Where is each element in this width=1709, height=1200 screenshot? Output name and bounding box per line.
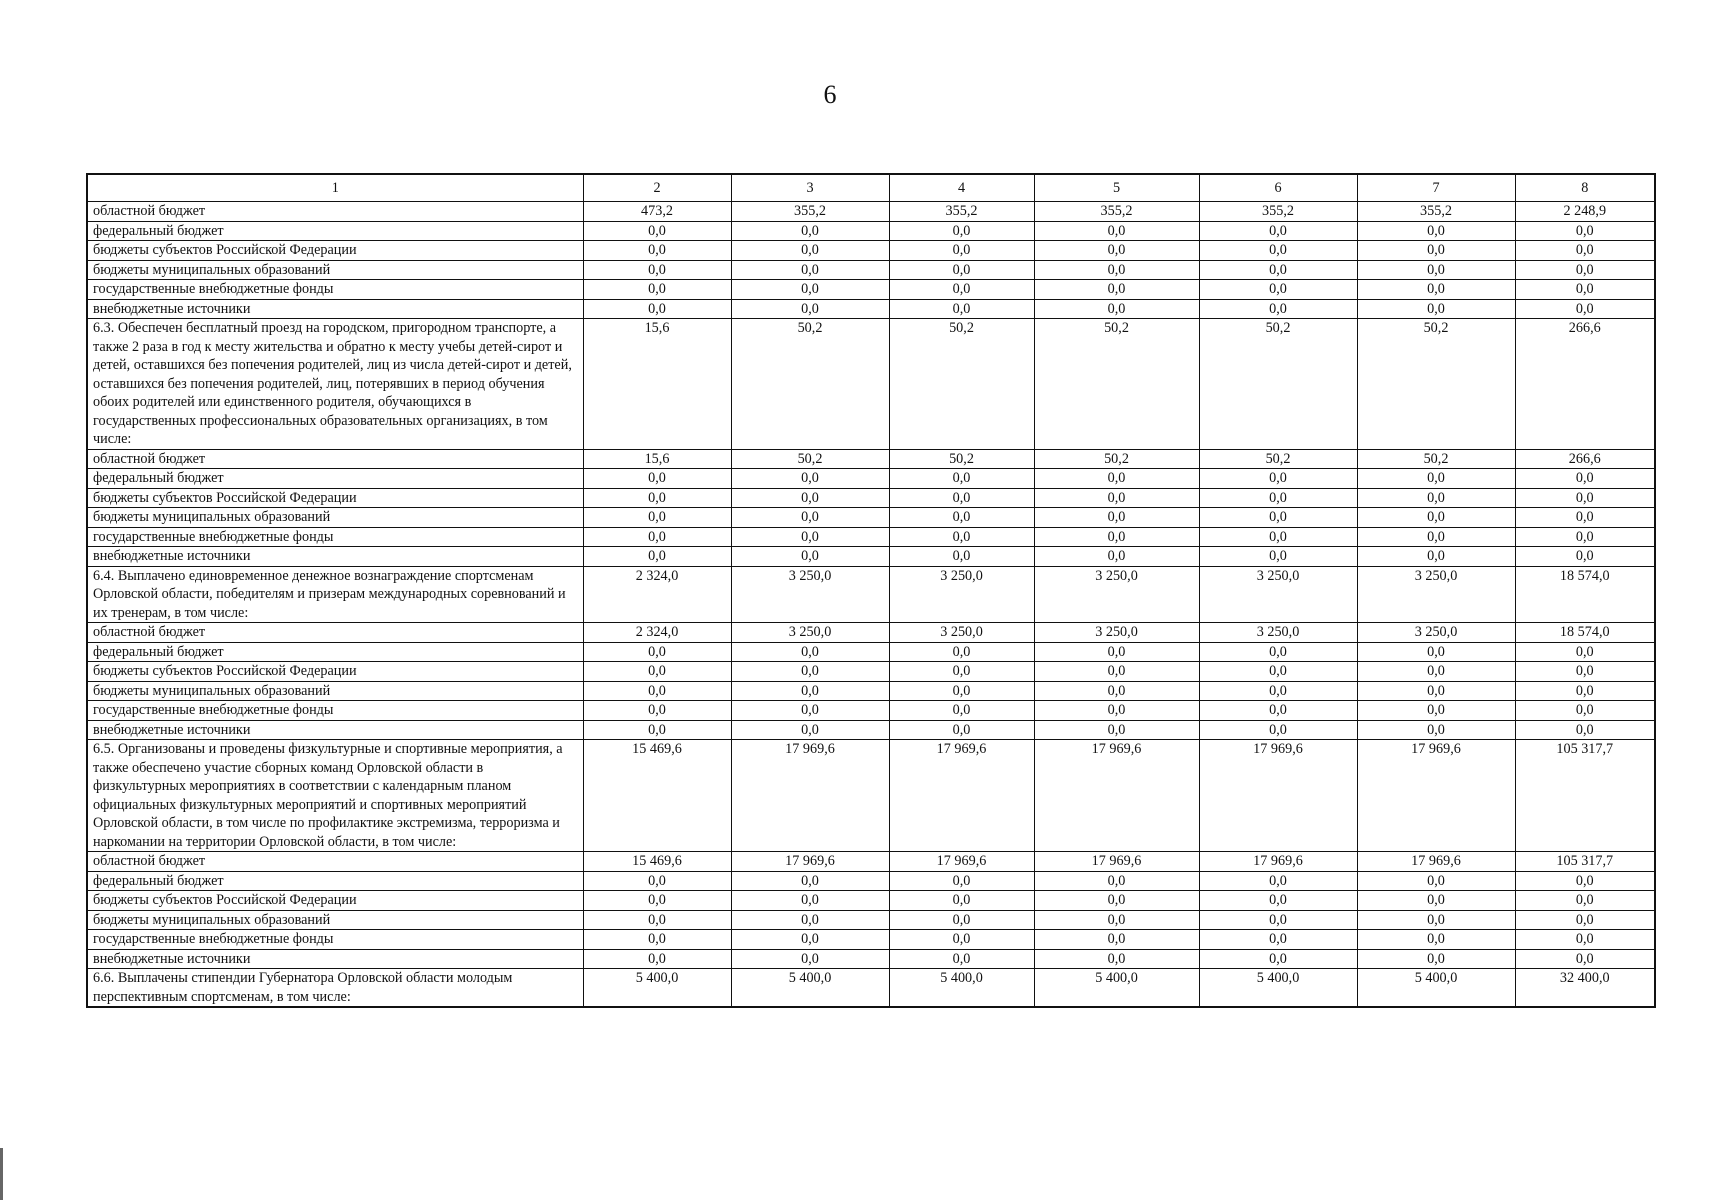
value-cell: 0,0 xyxy=(1515,488,1655,508)
value-cell: 355,2 xyxy=(1034,202,1199,222)
value-cell: 0,0 xyxy=(1515,527,1655,547)
value-cell: 0,0 xyxy=(731,508,889,528)
value-cell: 0,0 xyxy=(583,720,731,740)
value-cell: 0,0 xyxy=(1034,949,1199,969)
value-cell: 0,0 xyxy=(731,701,889,721)
value-cell: 50,2 xyxy=(1357,449,1515,469)
value-cell: 15 469,6 xyxy=(583,852,731,872)
value-cell: 0,0 xyxy=(1199,469,1357,489)
value-cell: 0,0 xyxy=(1199,221,1357,241)
table-row xyxy=(87,221,1655,241)
value-cell: 0,0 xyxy=(1199,642,1357,662)
value-cell: 355,2 xyxy=(1357,202,1515,222)
value-cell: 17 969,6 xyxy=(1199,740,1357,852)
value-cell: 0,0 xyxy=(1357,720,1515,740)
value-cell: 0,0 xyxy=(889,871,1034,891)
value-cell: 0,0 xyxy=(1199,280,1357,300)
value-cell: 5 400,0 xyxy=(1199,969,1357,1008)
value-cell: 0,0 xyxy=(1034,469,1199,489)
value-cell: 17 969,6 xyxy=(731,852,889,872)
value-cell: 0,0 xyxy=(1515,547,1655,567)
value-cell: 0,0 xyxy=(583,488,731,508)
row-label: бюджеты муниципальных образований xyxy=(87,681,583,701)
value-cell: 0,0 xyxy=(1357,280,1515,300)
value-cell: 0,0 xyxy=(731,681,889,701)
value-cell: 0,0 xyxy=(583,891,731,911)
value-cell: 5 400,0 xyxy=(889,969,1034,1008)
table-row xyxy=(87,623,1655,643)
value-cell: 15,6 xyxy=(583,319,731,450)
value-cell: 0,0 xyxy=(583,260,731,280)
value-cell: 0,0 xyxy=(889,299,1034,319)
row-label: бюджеты субъектов Российской Федерации xyxy=(87,662,583,682)
value-cell: 0,0 xyxy=(889,662,1034,682)
value-cell: 3 250,0 xyxy=(731,566,889,623)
value-cell: 5 400,0 xyxy=(1357,969,1515,1008)
value-cell: 266,6 xyxy=(1515,449,1655,469)
value-cell: 355,2 xyxy=(889,202,1034,222)
table-row xyxy=(87,910,1655,930)
value-cell: 0,0 xyxy=(1034,241,1199,261)
value-cell: 3 250,0 xyxy=(1199,566,1357,623)
value-cell: 17 969,6 xyxy=(1034,740,1199,852)
column-header: 2 xyxy=(583,174,731,202)
value-cell: 0,0 xyxy=(583,299,731,319)
value-cell: 3 250,0 xyxy=(731,623,889,643)
value-cell: 0,0 xyxy=(1357,299,1515,319)
column-header: 6 xyxy=(1199,174,1357,202)
row-label: областной бюджет xyxy=(87,202,583,222)
scan-edge-mark xyxy=(0,1148,3,1200)
value-cell: 15,6 xyxy=(583,449,731,469)
value-cell: 0,0 xyxy=(583,642,731,662)
value-cell: 0,0 xyxy=(583,949,731,969)
value-cell: 17 969,6 xyxy=(731,740,889,852)
value-cell: 0,0 xyxy=(1357,260,1515,280)
value-cell: 0,0 xyxy=(1515,299,1655,319)
value-cell: 0,0 xyxy=(1357,547,1515,567)
value-cell: 5 400,0 xyxy=(1034,969,1199,1008)
row-label: 6.6. Выплачены стипендии Губернатора Орловской области молодым перспективным спортсменам, в том числе: xyxy=(87,969,583,1008)
value-cell: 3 250,0 xyxy=(889,623,1034,643)
value-cell: 0,0 xyxy=(889,930,1034,950)
value-cell: 0,0 xyxy=(1357,508,1515,528)
value-cell: 3 250,0 xyxy=(1357,566,1515,623)
value-cell: 0,0 xyxy=(889,910,1034,930)
value-cell: 0,0 xyxy=(1357,681,1515,701)
table-row xyxy=(87,508,1655,528)
column-header: 1 xyxy=(87,174,583,202)
table-row xyxy=(87,469,1655,489)
value-cell: 50,2 xyxy=(1357,319,1515,450)
value-cell: 355,2 xyxy=(731,202,889,222)
row-label: областной бюджет xyxy=(87,449,583,469)
value-cell: 3 250,0 xyxy=(889,566,1034,623)
value-cell: 0,0 xyxy=(1515,930,1655,950)
value-cell: 0,0 xyxy=(1357,527,1515,547)
value-cell: 0,0 xyxy=(1034,547,1199,567)
value-cell: 0,0 xyxy=(1515,241,1655,261)
value-cell: 0,0 xyxy=(731,527,889,547)
value-cell: 50,2 xyxy=(889,319,1034,450)
value-cell: 0,0 xyxy=(1034,910,1199,930)
table-row xyxy=(87,547,1655,567)
value-cell: 2 248,9 xyxy=(1515,202,1655,222)
value-cell: 2 324,0 xyxy=(583,566,731,623)
value-cell: 15 469,6 xyxy=(583,740,731,852)
value-cell: 0,0 xyxy=(1515,221,1655,241)
value-cell: 0,0 xyxy=(1357,662,1515,682)
table-row xyxy=(87,871,1655,891)
value-cell: 105 317,7 xyxy=(1515,740,1655,852)
value-cell: 0,0 xyxy=(1357,241,1515,261)
value-cell: 0,0 xyxy=(1199,871,1357,891)
value-cell: 0,0 xyxy=(1034,891,1199,911)
value-cell: 0,0 xyxy=(1515,662,1655,682)
row-label: внебюджетные источники xyxy=(87,720,583,740)
column-header: 5 xyxy=(1034,174,1199,202)
value-cell: 0,0 xyxy=(1034,662,1199,682)
column-header: 7 xyxy=(1357,174,1515,202)
table-row xyxy=(87,681,1655,701)
value-cell: 0,0 xyxy=(1515,642,1655,662)
table-row xyxy=(87,852,1655,872)
value-cell: 17 969,6 xyxy=(889,852,1034,872)
value-cell: 5 400,0 xyxy=(583,969,731,1008)
value-cell: 0,0 xyxy=(1357,910,1515,930)
value-cell: 0,0 xyxy=(889,642,1034,662)
value-cell: 0,0 xyxy=(889,280,1034,300)
value-cell: 0,0 xyxy=(1199,930,1357,950)
value-cell: 0,0 xyxy=(1199,701,1357,721)
value-cell: 50,2 xyxy=(731,449,889,469)
value-cell: 0,0 xyxy=(889,720,1034,740)
table-row xyxy=(87,740,1655,852)
value-cell: 0,0 xyxy=(731,299,889,319)
value-cell: 0,0 xyxy=(1357,642,1515,662)
value-cell: 0,0 xyxy=(1199,299,1357,319)
value-cell: 0,0 xyxy=(583,241,731,261)
value-cell: 17 969,6 xyxy=(889,740,1034,852)
value-cell: 50,2 xyxy=(889,449,1034,469)
value-cell: 0,0 xyxy=(1199,527,1357,547)
table-row xyxy=(87,642,1655,662)
value-cell: 0,0 xyxy=(731,949,889,969)
value-cell: 473,2 xyxy=(583,202,731,222)
row-label: государственные внебюджетные фонды xyxy=(87,701,583,721)
row-label: федеральный бюджет xyxy=(87,469,583,489)
table-row xyxy=(87,720,1655,740)
value-cell: 0,0 xyxy=(889,508,1034,528)
value-cell: 0,0 xyxy=(1199,547,1357,567)
value-cell: 18 574,0 xyxy=(1515,623,1655,643)
value-cell: 0,0 xyxy=(731,930,889,950)
value-cell: 0,0 xyxy=(583,280,731,300)
table-row xyxy=(87,662,1655,682)
row-label: бюджеты муниципальных образований xyxy=(87,508,583,528)
value-cell: 0,0 xyxy=(1515,681,1655,701)
column-header: 8 xyxy=(1515,174,1655,202)
value-cell: 0,0 xyxy=(1199,891,1357,911)
row-label: областной бюджет xyxy=(87,852,583,872)
value-cell: 266,6 xyxy=(1515,319,1655,450)
value-cell: 0,0 xyxy=(1515,910,1655,930)
value-cell: 3 250,0 xyxy=(1034,623,1199,643)
row-label: 6.3. Обеспечен бесплатный проезд на городском, пригородном транспорте, а также 2 раза в год к месту жительства и обратно к месту учебы детей-сирот и детей, оставшихся без попечения родителей, лиц из числа детей-сирот и детей, оставшихся без попечения родителей, лиц, потерявших в период обучения обоих родителей или единственного родителя, обучающихся в государственных профессиональных образовательных организациях, в том числе: xyxy=(87,319,583,450)
value-cell: 0,0 xyxy=(889,241,1034,261)
table-body xyxy=(87,174,1655,1007)
value-cell: 0,0 xyxy=(1199,662,1357,682)
value-cell: 0,0 xyxy=(1515,508,1655,528)
value-cell: 0,0 xyxy=(1199,720,1357,740)
row-label: областной бюджет xyxy=(87,623,583,643)
value-cell: 0,0 xyxy=(1515,891,1655,911)
column-header: 4 xyxy=(889,174,1034,202)
value-cell: 0,0 xyxy=(1199,949,1357,969)
value-cell: 105 317,7 xyxy=(1515,852,1655,872)
row-label: государственные внебюджетные фонды xyxy=(87,280,583,300)
value-cell: 0,0 xyxy=(1357,949,1515,969)
value-cell: 0,0 xyxy=(583,681,731,701)
table-row xyxy=(87,202,1655,222)
table-row xyxy=(87,891,1655,911)
row-label: бюджеты субъектов Российской Федерации xyxy=(87,891,583,911)
value-cell: 0,0 xyxy=(583,221,731,241)
row-label: государственные внебюджетные фонды xyxy=(87,527,583,547)
table-row xyxy=(87,488,1655,508)
table-row xyxy=(87,701,1655,721)
row-label: внебюджетные источники xyxy=(87,299,583,319)
value-cell: 0,0 xyxy=(583,662,731,682)
table-row xyxy=(87,949,1655,969)
value-cell: 0,0 xyxy=(583,910,731,930)
value-cell: 50,2 xyxy=(1199,319,1357,450)
value-cell: 0,0 xyxy=(1034,299,1199,319)
column-header: 3 xyxy=(731,174,889,202)
value-cell: 0,0 xyxy=(1034,280,1199,300)
value-cell: 0,0 xyxy=(1515,469,1655,489)
value-cell: 0,0 xyxy=(731,260,889,280)
value-cell: 0,0 xyxy=(1357,469,1515,489)
value-cell: 0,0 xyxy=(1515,720,1655,740)
value-cell: 0,0 xyxy=(889,469,1034,489)
value-cell: 0,0 xyxy=(731,547,889,567)
row-label: государственные внебюджетные фонды xyxy=(87,930,583,950)
value-cell: 0,0 xyxy=(1034,488,1199,508)
table-row xyxy=(87,260,1655,280)
value-cell: 0,0 xyxy=(889,701,1034,721)
table-row xyxy=(87,527,1655,547)
value-cell: 0,0 xyxy=(889,891,1034,911)
table-row xyxy=(87,449,1655,469)
value-cell: 0,0 xyxy=(1034,260,1199,280)
value-cell: 0,0 xyxy=(731,241,889,261)
table-row xyxy=(87,969,1655,1008)
value-cell: 50,2 xyxy=(1199,449,1357,469)
value-cell: 0,0 xyxy=(731,891,889,911)
header-row xyxy=(87,174,1655,202)
row-label: федеральный бюджет xyxy=(87,871,583,891)
value-cell: 0,0 xyxy=(889,527,1034,547)
value-cell: 3 250,0 xyxy=(1357,623,1515,643)
value-cell: 0,0 xyxy=(1034,720,1199,740)
value-cell: 50,2 xyxy=(731,319,889,450)
value-cell: 32 400,0 xyxy=(1515,969,1655,1008)
value-cell: 0,0 xyxy=(731,871,889,891)
value-cell: 18 574,0 xyxy=(1515,566,1655,623)
row-label: федеральный бюджет xyxy=(87,221,583,241)
value-cell: 0,0 xyxy=(1034,701,1199,721)
value-cell: 0,0 xyxy=(1515,260,1655,280)
value-cell: 0,0 xyxy=(1515,949,1655,969)
value-cell: 0,0 xyxy=(1199,488,1357,508)
value-cell: 0,0 xyxy=(583,547,731,567)
value-cell: 0,0 xyxy=(731,488,889,508)
value-cell: 0,0 xyxy=(1515,701,1655,721)
value-cell: 0,0 xyxy=(889,488,1034,508)
table-row xyxy=(87,566,1655,623)
value-cell: 3 250,0 xyxy=(1034,566,1199,623)
row-label: 6.5. Организованы и проведены физкультурные и спортивные мероприятия, а также обеспечено участие сборных команд Орловской области в физкультурных мероприятиях в соответствии с календарным планом официальных физкультурных мероприятий и спортивных мероприятий Орловской области, в том числе по профилактике экстремизма, терроризма и наркомании на территории Орловской области, в том числе: xyxy=(87,740,583,852)
value-cell: 0,0 xyxy=(731,720,889,740)
value-cell: 0,0 xyxy=(1357,488,1515,508)
value-cell: 50,2 xyxy=(1034,449,1199,469)
page-number: 6 xyxy=(823,80,837,109)
value-cell: 17 969,6 xyxy=(1199,852,1357,872)
value-cell: 0,0 xyxy=(1199,241,1357,261)
value-cell: 0,0 xyxy=(731,642,889,662)
value-cell: 3 250,0 xyxy=(1199,623,1357,643)
value-cell: 17 969,6 xyxy=(1034,852,1199,872)
value-cell: 0,0 xyxy=(583,527,731,547)
row-label: бюджеты муниципальных образований xyxy=(87,260,583,280)
value-cell: 0,0 xyxy=(1357,891,1515,911)
row-label: бюджеты субъектов Российской Федерации xyxy=(87,488,583,508)
value-cell: 0,0 xyxy=(1199,508,1357,528)
value-cell: 17 969,6 xyxy=(1357,740,1515,852)
value-cell: 0,0 xyxy=(731,221,889,241)
value-cell: 17 969,6 xyxy=(1357,852,1515,872)
value-cell: 0,0 xyxy=(1034,681,1199,701)
value-cell: 0,0 xyxy=(1357,930,1515,950)
value-cell: 5 400,0 xyxy=(731,969,889,1008)
value-cell: 0,0 xyxy=(1034,508,1199,528)
row-label: внебюджетные источники xyxy=(87,547,583,567)
value-cell: 0,0 xyxy=(583,871,731,891)
value-cell: 0,0 xyxy=(1199,681,1357,701)
table-row xyxy=(87,280,1655,300)
value-cell: 0,0 xyxy=(1034,871,1199,891)
value-cell: 0,0 xyxy=(1199,910,1357,930)
value-cell: 0,0 xyxy=(1034,930,1199,950)
value-cell: 0,0 xyxy=(583,930,731,950)
value-cell: 0,0 xyxy=(1515,280,1655,300)
value-cell: 0,0 xyxy=(583,469,731,489)
table-row xyxy=(87,241,1655,261)
value-cell: 355,2 xyxy=(1199,202,1357,222)
value-cell: 0,0 xyxy=(731,469,889,489)
table-row xyxy=(87,319,1655,450)
value-cell: 0,0 xyxy=(1199,260,1357,280)
value-cell: 2 324,0 xyxy=(583,623,731,643)
value-cell: 0,0 xyxy=(889,681,1034,701)
value-cell: 50,2 xyxy=(1034,319,1199,450)
table-row xyxy=(87,299,1655,319)
value-cell: 0,0 xyxy=(731,662,889,682)
value-cell: 0,0 xyxy=(731,280,889,300)
value-cell: 0,0 xyxy=(889,949,1034,969)
row-label: внебюджетные источники xyxy=(87,949,583,969)
value-cell: 0,0 xyxy=(889,221,1034,241)
value-cell: 0,0 xyxy=(1034,527,1199,547)
value-cell: 0,0 xyxy=(889,547,1034,567)
value-cell: 0,0 xyxy=(731,910,889,930)
value-cell: 0,0 xyxy=(1357,221,1515,241)
table-row xyxy=(87,930,1655,950)
value-cell: 0,0 xyxy=(583,508,731,528)
value-cell: 0,0 xyxy=(1515,871,1655,891)
value-cell: 0,0 xyxy=(583,701,731,721)
row-label: бюджеты муниципальных образований xyxy=(87,910,583,930)
value-cell: 0,0 xyxy=(1357,871,1515,891)
budget-table xyxy=(86,173,1656,1008)
row-label: 6.4. Выплачено единовременное денежное вознаграждение спортсменам Орловской области, победителям и призерам международных соревнований и их тренерам, в том числе: xyxy=(87,566,583,623)
value-cell: 0,0 xyxy=(1034,642,1199,662)
value-cell: 0,0 xyxy=(889,260,1034,280)
value-cell: 0,0 xyxy=(1357,701,1515,721)
row-label: федеральный бюджет xyxy=(87,642,583,662)
value-cell: 0,0 xyxy=(1034,221,1199,241)
row-label: бюджеты субъектов Российской Федерации xyxy=(87,241,583,261)
